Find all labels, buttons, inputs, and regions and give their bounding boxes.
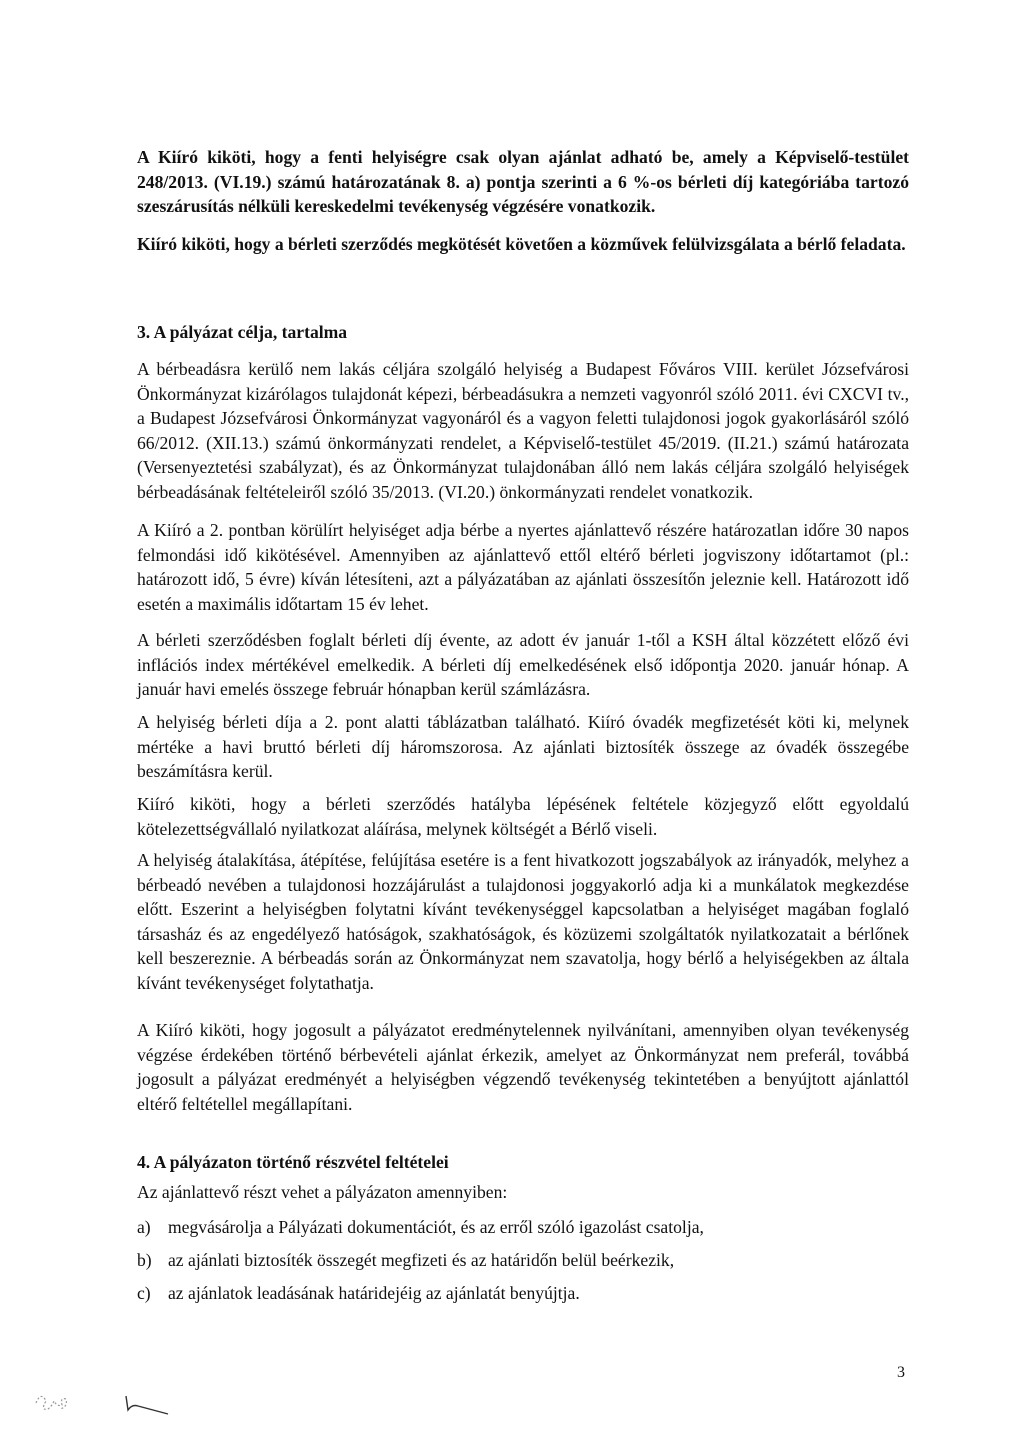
paragraph-3-7: A Kiíró kiköti, hogy jogosult a pályázatot eredménytelennek nyilvánítani, amennyiben olyan tevékenység végzése érdekében történő bérbevételi ajánlat érkezik, amelyet az Önkormányzat nem preferál, továbbá jogosult a pályázat eredményét a helyiségben végzendő tevékenység tekintetében a benyújtott ajánlattól eltérő feltétellel megállapítani.: [137, 1020, 909, 1114]
list-item-label: b): [137, 1250, 152, 1270]
paragraph-kozmuvek: Kiíró kiköti, hogy a bérleti szerződés megkötését követően a közművek felülvizsgálata a bérlő feladata.: [137, 234, 906, 254]
list-item-label: c): [137, 1283, 151, 1303]
paragraph-kiiro-condition: A Kiíró kiköti, hogy a fenti helyiségre csak olyan ajánlat adható be, amely a Képviselő-testület 248/2013. (VI.19.) számú határozatának 8. a) pontja szerinti a 6 %-os bérleti díj kategóriába tartozó szeszárusítás nélküli kereskedelmi tevékenység végzésére vonatkozik.: [137, 147, 909, 216]
paragraph-3-6: A helyiség átalakítása, átépítése, felújítása esetére is a fent hivatkozott jogszabályok az irányadók, melyhez a bérbeadó nevében a tulajdonosi hozzájárulást a tulajdonosi joggyakorló adja ki a munkálatok megkezdése előtt. Eszerint a helyiségben folytatni kívánt tevékenységgel kapcsolatban a helyiséget magában foglaló társasház és az engedélyező hatóságok, szakhatóságok, és közüzemi szolgáltatók nyilatkozatait a bérlőnek kell beszereznie. A bérbeadás során az Önkormányzat nem szavatolja, hogy bérlő a helyiségekben az általa kívánt tevékenységet folytathatja.: [137, 850, 909, 993]
list-item: [137, 1248, 674, 1272]
paragraph-3-5: Kiíró kiköti, hogy a bérleti szerződés hatályba lépésének feltétele közjegyző előtt egyoldalú kötelezettségvállaló nyilatkozat aláírása, melynek költségét a Bérlő viseli.: [137, 794, 909, 839]
page-number: 3: [897, 1364, 905, 1381]
section-4-heading: 4. A pályázaton történő részvétel feltételei: [137, 1152, 449, 1172]
list-item: [137, 1281, 580, 1305]
paragraph-3-3: A bérleti szerződésben foglalt bérleti díj évente, az adott év január 1-től a KSH által közzétett előző évi inflációs index mértékével emelkedik. A bérleti díj emelkedésének első időpontja 2020. január hónap. A január havi emelés összege február hónapban kerül számlázásra.: [137, 630, 909, 699]
list-item-label: a): [137, 1217, 151, 1237]
list-item-text: megvásárolja a Pályázati dokumentációt, és az erről szóló igazolást csatolja,: [168, 1217, 704, 1237]
paragraph-3-1: A bérbeadásra kerülő nem lakás céljára szolgáló helyiség a Budapest Főváros VIII. kerület Józsefvárosi Önkormányzat kizárólagos tulajdonát képezi, bérbeadásukra a nemzeti vagyonról szóló 2011. évi CXCVI tv., a Budapest Józsefvárosi Önkormányzat vagyonáról és a vagyon feletti tulajdonosi jogok gyakorlásáról szóló 66/2012. (XII.13.) számú önkormányzati rendelet, a Képviselő-testület 45/2019. (II.21.) számú határozata (Versenyeztetési szabályzat), és az Önkormányzat tulajdonában álló nem lakás céljára szolgáló helyiségek bérbeadásának feltételeiről szóló 35/2013. (VI.20.) önkormányzati rendelet vonatkozik.: [137, 359, 909, 502]
signature-mark: [26, 1378, 186, 1428]
list-item: [137, 1215, 704, 1239]
paragraph-3-2: A Kiíró a 2. pontban körülírt helyiséget adja bérbe a nyertes ajánlattevő részére határozatlan időre 30 napos felmondási idő kikötésével. Amennyiben az ajánlattevő ettől eltérő bérleti jogviszony időtartamot (pl.: határozott idő, 5 évre) kíván létesíteni, azt a pályázatában az ajánlati összesítőn jeleznie kell. Határozott idő esetén a maximális időtartam 15 év lehet.: [137, 520, 909, 614]
section-4-intro: Az ajánlattevő részt vehet a pályázaton amennyiben:: [137, 1182, 508, 1202]
list-item-text: az ajánlati biztosíték összegét megfizeti és az határidőn belül beérkezik,: [168, 1250, 675, 1270]
paragraph-3-4: A helyiség bérleti díja a 2. pont alatti táblázatban található. Kiíró óvadék megfizetését köti ki, melynek mértéke a havi bruttó bérleti díj háromszorosa. Az ajánlati biztosíték összege az óvadék összegébe beszámításra kerül.: [137, 712, 909, 781]
list-item-text: az ajánlatok leadásának határidejéig az ajánlatát benyújtja.: [168, 1283, 580, 1303]
section-3-heading: 3. A pályázat célja, tartalma: [137, 322, 348, 342]
